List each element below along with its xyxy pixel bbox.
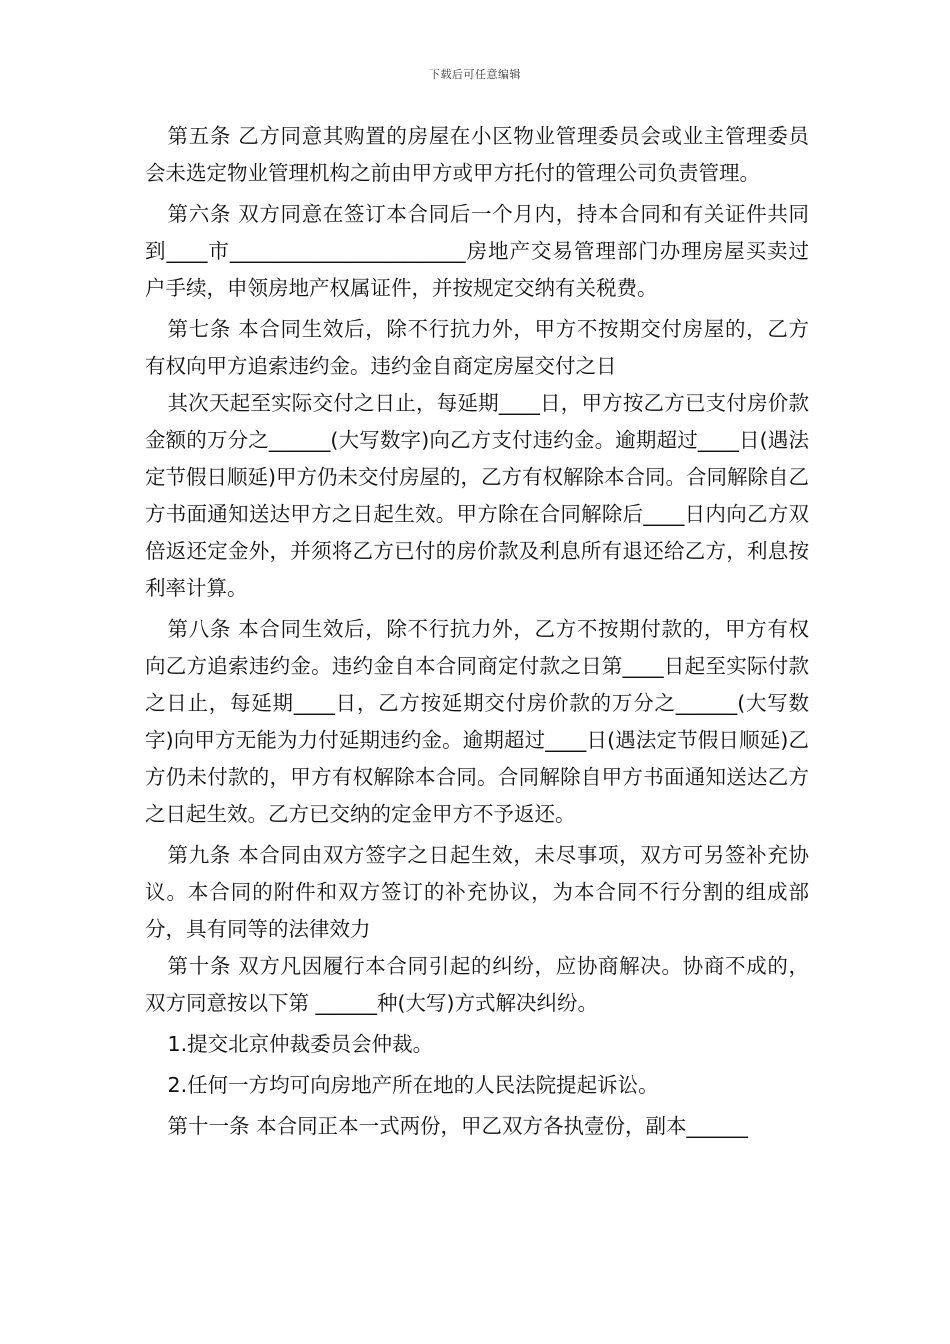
article-6: 第六条 双方同意在签订本合同后一个月内，持本合同和有关证件共同到____市_______________________房地产交易管理部门办理房屋买卖过户手续，申领房地产权属证件，并按规定交纳有关税费。 — [145, 202, 809, 300]
article-11: 第十一条 本合同正本一式两份，甲乙双方各执壹份，副本______ — [167, 1114, 749, 1138]
article-10-option-2: 2.任何一方均可向房地产所在地的人民法院提起诉讼。 — [167, 1073, 659, 1097]
article-10-option-1: 1.提交北京仲裁委员会仲裁。 — [167, 1032, 434, 1056]
contract-body — [145, 118, 809, 1145]
article-9: 第九条 本合同由双方签字之日起生效，未尽事项，双方可另签补充协议。本合同的附件和双方签订的补充协议，为本合同不行分割的组成部分，具有同等的法律效力 — [145, 843, 809, 941]
article-7: 第七条 本合同生效后，除不行抗力外，甲方不按期交付房屋的，乙方有权向甲方追索违约金。违约金自商定房屋交付之日 — [145, 317, 809, 378]
page-header: 下载后可任意编辑 — [429, 68, 521, 81]
article-7-continued: 其次天起至实际交付之日止，每延期____日，甲方按乙方已支付房价款金额的万分之______(大写数字)向乙方支付违约金。逾期超过____日(遇法定节假日顺延)甲方仍未交付房屋的，乙方有权解除本合同。合同解除自乙方书面通知送达甲方之日起生效。甲方除在合同解除后____日内向乙方双倍返还定金外，并须将乙方已付的房价款及利息所有退还给乙方，利息按 利率计算。 — [145, 391, 809, 600]
article-5: 第五条 乙方同意其购置的房屋在小区物业管理委员会或业主管理委员会未选定物业管理机构之前由甲方或甲方托付的管理公司负责管理。 — [145, 124, 809, 185]
article-10: 第十条 双方凡因履行本合同引起的纠纷，应协商解决。协商不成的，双方同意按以下第 ______种(大写)方式解决纠纷。 — [145, 954, 809, 1015]
article-8: 第八条 本合同生效后，除不行抗力外，乙方不按期付款的，甲方有权向乙方追索违约金。违约金自本合同商定付款之日第____日起至实际付款之日止，每延期____日，乙方按延期交付房价款的万分之______(大写数字)向甲方无能为力付延期违约金。逾期超过____日(遇法定节假日顺延)乙方仍未付款的，甲方有权解除本合同。合同解除自甲方书面通知送达乙方之日起生效。乙方已交纳的定金甲方不予返还。 — [145, 617, 809, 826]
